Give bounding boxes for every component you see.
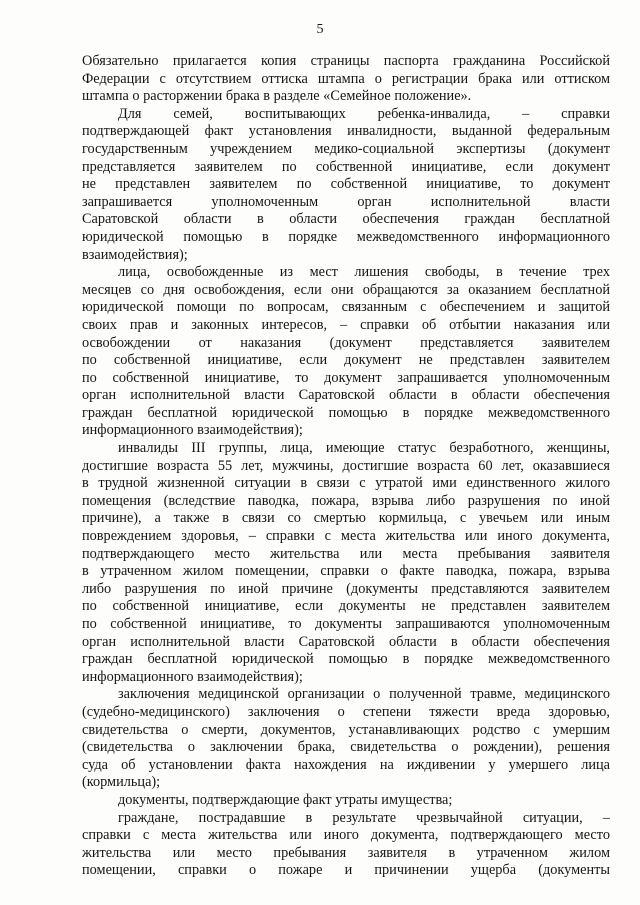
text-line: помещении, справки о пожаре и причинении ущерба (документы — [82, 862, 610, 879]
text-line: освобождении от наказания (документ представляется заявителем — [82, 334, 610, 351]
text-line: подтверждающего место жительства или места пребывания заявителя — [82, 545, 610, 562]
text-line: граждан бесплатной юридической помощью в порядке межведомственного — [82, 651, 610, 668]
text-line: справки с места жительства или иного документа, подтверждающего место — [82, 827, 610, 844]
text-line: повреждением здоровья, – справки с места жительства или иного документа, — [82, 528, 610, 545]
text-line: Саратовской области в области обеспечения граждан бесплатной — [82, 211, 610, 228]
page-number: 5 — [316, 22, 324, 37]
text-line: по собственной инициативе, то документ запрашивается уполномоченным — [82, 369, 610, 386]
text-line: орган исполнительной власти Саратовской области в области обеспечения — [82, 633, 610, 650]
text-line: достигшие возраста 55 лет, мужчины, достигшие возраста 60 лет, оказавшиеся — [82, 457, 610, 474]
text-line: подтверждающей факт установления инвалидности, выданной федеральным — [82, 123, 610, 140]
text-line: (свидетельства о заключении брака, свидетельства о рождении), решения — [82, 739, 610, 756]
text-line: суда об установлении факта нахождения на иждивении у умершего лица — [82, 756, 610, 773]
text-line: по собственной инициативе, то документы запрашиваются уполномоченным — [82, 616, 610, 632]
text-line: по собственной инициативе, если документ не представлен заявителем — [82, 352, 610, 369]
text-line: помещения (вследствие паводка, пожара, взрыва либо разрушения по иной — [82, 492, 610, 509]
text-line: инвалиды III группы, лица, имеющие статус безработного, женщины, — [118, 440, 610, 457]
text-line: свидетельства о смерти, документов, устанавливающих родство с умершим — [82, 721, 610, 738]
text-line: граждане, пострадавшие в результате чрезвычайной ситуации, – — [118, 809, 610, 826]
text-line: месяцев со дня освобождения, если они обращаются за оказанием бесплатной — [82, 281, 610, 298]
text-line: юридической помощью в порядке межведомственного информационного — [82, 228, 610, 245]
text-line: взаимодействия); — [82, 246, 188, 263]
document-body — [82, 53, 610, 880]
text-line: информационного взаимодействия); — [82, 422, 303, 439]
text-line: запрашивается уполномоченным орган исполнительной власти — [82, 193, 610, 210]
text-line: Для семей, воспитывающих ребенка-инвалида, – справки — [118, 105, 610, 122]
text-line: не представлен заявителем по собственной инициативе, то документ — [82, 176, 610, 193]
text-line: документы, подтверждающие факт утраты имущества; — [118, 791, 453, 808]
text-line: в трудной жизненной ситуации в связи с утратой ими единственного жилого — [82, 475, 610, 492]
text-line: представляется заявителем по собственной инициативе, если документ — [82, 158, 610, 175]
text-line: юридической помощи по вопросам, связанным с обеспечением и защитой — [82, 299, 610, 316]
text-line: своих прав и законных интересов, – справки об отбытии наказания или — [82, 316, 610, 333]
text-line: в утраченном жилом помещении, справки о факте паводка, пожара, взрыва — [82, 563, 610, 580]
text-line: либо разрушения по иной причине (документы представляются заявителем — [82, 580, 610, 597]
text-line: государственным учреждением медико-социальной экспертизы (документ — [82, 140, 610, 157]
text-line: жительства или место пребывания заявителя в утраченном жилом — [82, 844, 610, 861]
text-line: (кормильца); — [82, 774, 161, 791]
text-line: лица, освобожденные из мест лишения свободы, в течение трех — [118, 264, 610, 281]
text-line: штампа о расторжении брака в разделе «Семейное положение». — [82, 88, 472, 105]
text-line: Федерации с отсутствием оттиска штампа о регистрации брака или оттиском — [82, 70, 610, 87]
text-line: граждан бесплатной юридической помощью в порядке межведомственного — [82, 404, 610, 421]
text-line: по собственной инициативе, если документы не представлен заявителем — [82, 598, 610, 615]
text-line: (судебно-медицинского) заключения о степени тяжести вреда здоровью, — [82, 703, 610, 720]
text-line: Обязательно прилагается копия страницы паспорта гражданина Российской — [82, 53, 610, 69]
text-line: информационного взаимодействия); — [82, 668, 303, 685]
text-line: причине), а также в связи со смертью кормильца, с увечьем или иным — [82, 510, 610, 527]
text-line: орган исполнительной власти Саратовской области в области обеспечения — [82, 387, 610, 404]
text-line: заключения медицинской организации о полученной травме, медицинского — [118, 686, 610, 703]
